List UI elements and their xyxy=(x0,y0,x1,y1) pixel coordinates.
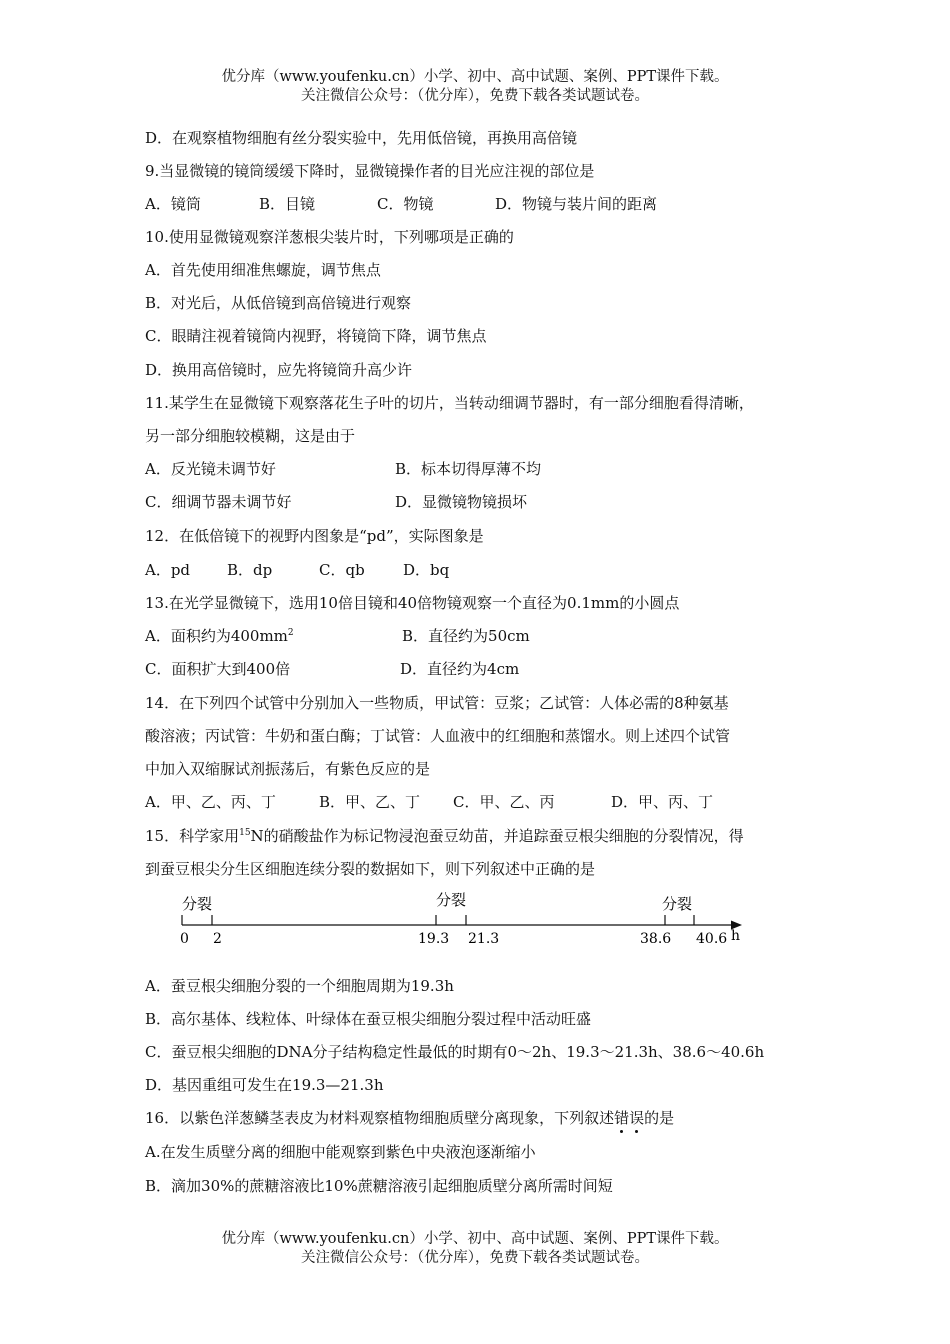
division-label-1: 分裂 xyxy=(182,895,213,913)
q13-option-a-exponent: 2 xyxy=(287,628,294,638)
q14-stem-line-2: 酸溶液；丙试管：牛奶和蛋白酶；丁试管：人血液中的红细胞和蒸馏水。则上述四个试管 xyxy=(145,727,731,745)
q8-option-d: D．在观察植物细胞有丝分裂实验中，先用低倍镜，再换用高倍镜 xyxy=(145,129,578,147)
q9-stem: 9.当显微镜的镜筒缓缓下降时，显微镜操作者的目光应注视的部位是 xyxy=(145,162,595,180)
q12-stem: 12．在低倍镜下的视野内图象是“pd”，实际图象是 xyxy=(145,527,484,545)
q11-option-c: C．细调节器未调节好 xyxy=(145,493,292,511)
q12-option-d: D．bq xyxy=(403,561,450,579)
q13-option-a-text: A．面积约为400mm xyxy=(145,627,288,645)
q15-stem-line-1 xyxy=(145,826,744,846)
q10-option-a: A．首先使用细准焦螺旋，调节焦点 xyxy=(145,261,381,279)
q15-stem-suffix: N的硝酸盐作为标记物浸泡蚕豆幼苗，并追踪蚕豆根尖细胞的分裂情况，得 xyxy=(250,827,744,845)
q15-option-a: A．蚕豆根尖细胞分裂的一个细胞周期为19.3h xyxy=(145,977,454,995)
q13-option-b: B．直径约为50cm xyxy=(402,627,530,645)
q10-stem: 10.使用显微镜观察洋葱根尖装片时，下列哪项是正确的 xyxy=(145,228,514,246)
q16-stem-suffix: 的是 xyxy=(644,1109,675,1127)
q10-option-b: B．对光后，从低倍镜到高倍镜进行观察 xyxy=(145,294,412,312)
q11-option-b: B．标本切得厚薄不均 xyxy=(395,460,542,478)
q14-option-a: A．甲、乙、丙、丁 xyxy=(145,793,276,811)
q12-option-c: C．qb xyxy=(319,561,365,579)
q15-stem-line-2: 到蚕豆根尖分生区细胞连续分裂的数据如下，则下列叙述中正确的是 xyxy=(145,860,596,878)
time-unit-label: h xyxy=(731,928,741,944)
tick-label-0: 0 xyxy=(180,931,189,947)
q14-stem-line-3: 中加入双缩脲试剂振荡后，有紫色反应的是 xyxy=(145,760,431,778)
q15-isotope-mass: 15 xyxy=(239,828,251,838)
q11-option-a: A．反光镜未调节好 xyxy=(145,460,276,478)
footer-line-2: 关注微信公众号：（优分库），免费下载各类试题试卷。 xyxy=(301,1250,649,1266)
footer-line-1: 优分库（www.youfenku.cn）小学、初中、高中试题、案例、PPT课件下载。 xyxy=(221,1231,729,1247)
q9-option-a: A．镜筒 xyxy=(145,195,201,213)
division-label-3: 分裂 xyxy=(662,895,693,913)
cell-division-timeline xyxy=(170,885,770,955)
q15-option-b: B．高尔基体、线粒体、叶绿体在蚕豆根尖细胞分裂过程中活动旺盛 xyxy=(145,1010,592,1028)
q16-emphasis-char-1: 错 xyxy=(614,1109,630,1127)
q12-option-a: A．pd xyxy=(145,561,191,579)
q11-option-d: D．显微镜物镜损坏 xyxy=(395,493,528,511)
q9-option-d: D．物镜与装片间的距离 xyxy=(495,195,658,213)
q13-option-c: C．面积扩大到400倍 xyxy=(145,660,291,678)
tick-label-2: 2 xyxy=(213,931,222,947)
timeline-ticks xyxy=(182,915,694,925)
q13-option-a xyxy=(145,626,294,646)
page-footer xyxy=(0,1230,950,1268)
q15-option-d: D．基因重组可发生在19.3—21.3h xyxy=(145,1076,384,1094)
q10-option-d: D．换用高倍镜时，应先将镜筒升高少许 xyxy=(145,361,413,379)
q9-option-b: B．目镜 xyxy=(259,195,316,213)
tick-label-40-6: 40.6 xyxy=(696,931,728,947)
q13-stem: 13.在光学显微镜下，选用10倍目镜和40倍物镜观察一个直径为0.1mm的小圆点 xyxy=(145,594,680,612)
q11-stem-line-2: 另一部分细胞较模糊，这是由于 xyxy=(145,427,356,445)
q15-option-c: C．蚕豆根尖细胞的DNA分子结构稳定性最低的时期有0～2h、19.3～21.3h、38.6～40.6h xyxy=(145,1043,765,1061)
tick-label-21-3: 21.3 xyxy=(468,931,500,947)
q11-stem-line-1: 11.某学生在显微镜下观察落花生子叶的切片，当转动细调节器时，有一部分细胞看得清晰， xyxy=(145,394,754,412)
division-label-2: 分裂 xyxy=(436,891,467,909)
q9-option-c: C．物镜 xyxy=(377,195,434,213)
page-header xyxy=(0,68,950,106)
q16-emphasis-char-2: 误 xyxy=(629,1109,645,1127)
tick-label-19-3: 19.3 xyxy=(418,931,450,947)
header-line-1: 优分库（www.youfenku.cn）小学、初中、高中试题、案例、PPT课件下载。 xyxy=(221,69,729,85)
q16-option-a: A.在发生质壁分离的细胞中能观察到紫色中央液泡逐渐缩小 xyxy=(145,1143,536,1161)
tick-label-38-6: 38.6 xyxy=(640,931,672,947)
q16-stem-prefix: 16．以紫色洋葱鳞茎表皮为材料观察植物细胞质壁分离现象，下列叙述 xyxy=(145,1109,615,1127)
q14-stem-line-1: 14．在下列四个试管中分别加入一些物质，甲试管：豆浆；乙试管：人体必需的8种氨基 xyxy=(145,694,729,712)
q16-option-b: B．滴加30%的蔗糖溶液比10%蔗糖溶液引起细胞质壁分离所需时间短 xyxy=(145,1177,613,1195)
q13-option-d: D．直径约为4cm xyxy=(400,660,520,678)
q12-option-b: B．dp xyxy=(227,561,273,579)
q14-option-d: D．甲、丙、丁 xyxy=(611,793,714,811)
header-line-2: 关注微信公众号：（优分库），免费下载各类试题试卷。 xyxy=(301,88,649,104)
q16-stem xyxy=(145,1108,674,1128)
q10-option-c: C．眼睛注视着镜筒内视野，将镜筒下降，调节焦点 xyxy=(145,327,487,345)
q14-option-c: C．甲、乙、丙 xyxy=(453,793,555,811)
q15-stem-prefix: 15．科学家用 xyxy=(145,827,240,845)
q14-option-b: B．甲、乙、丁 xyxy=(319,793,421,811)
